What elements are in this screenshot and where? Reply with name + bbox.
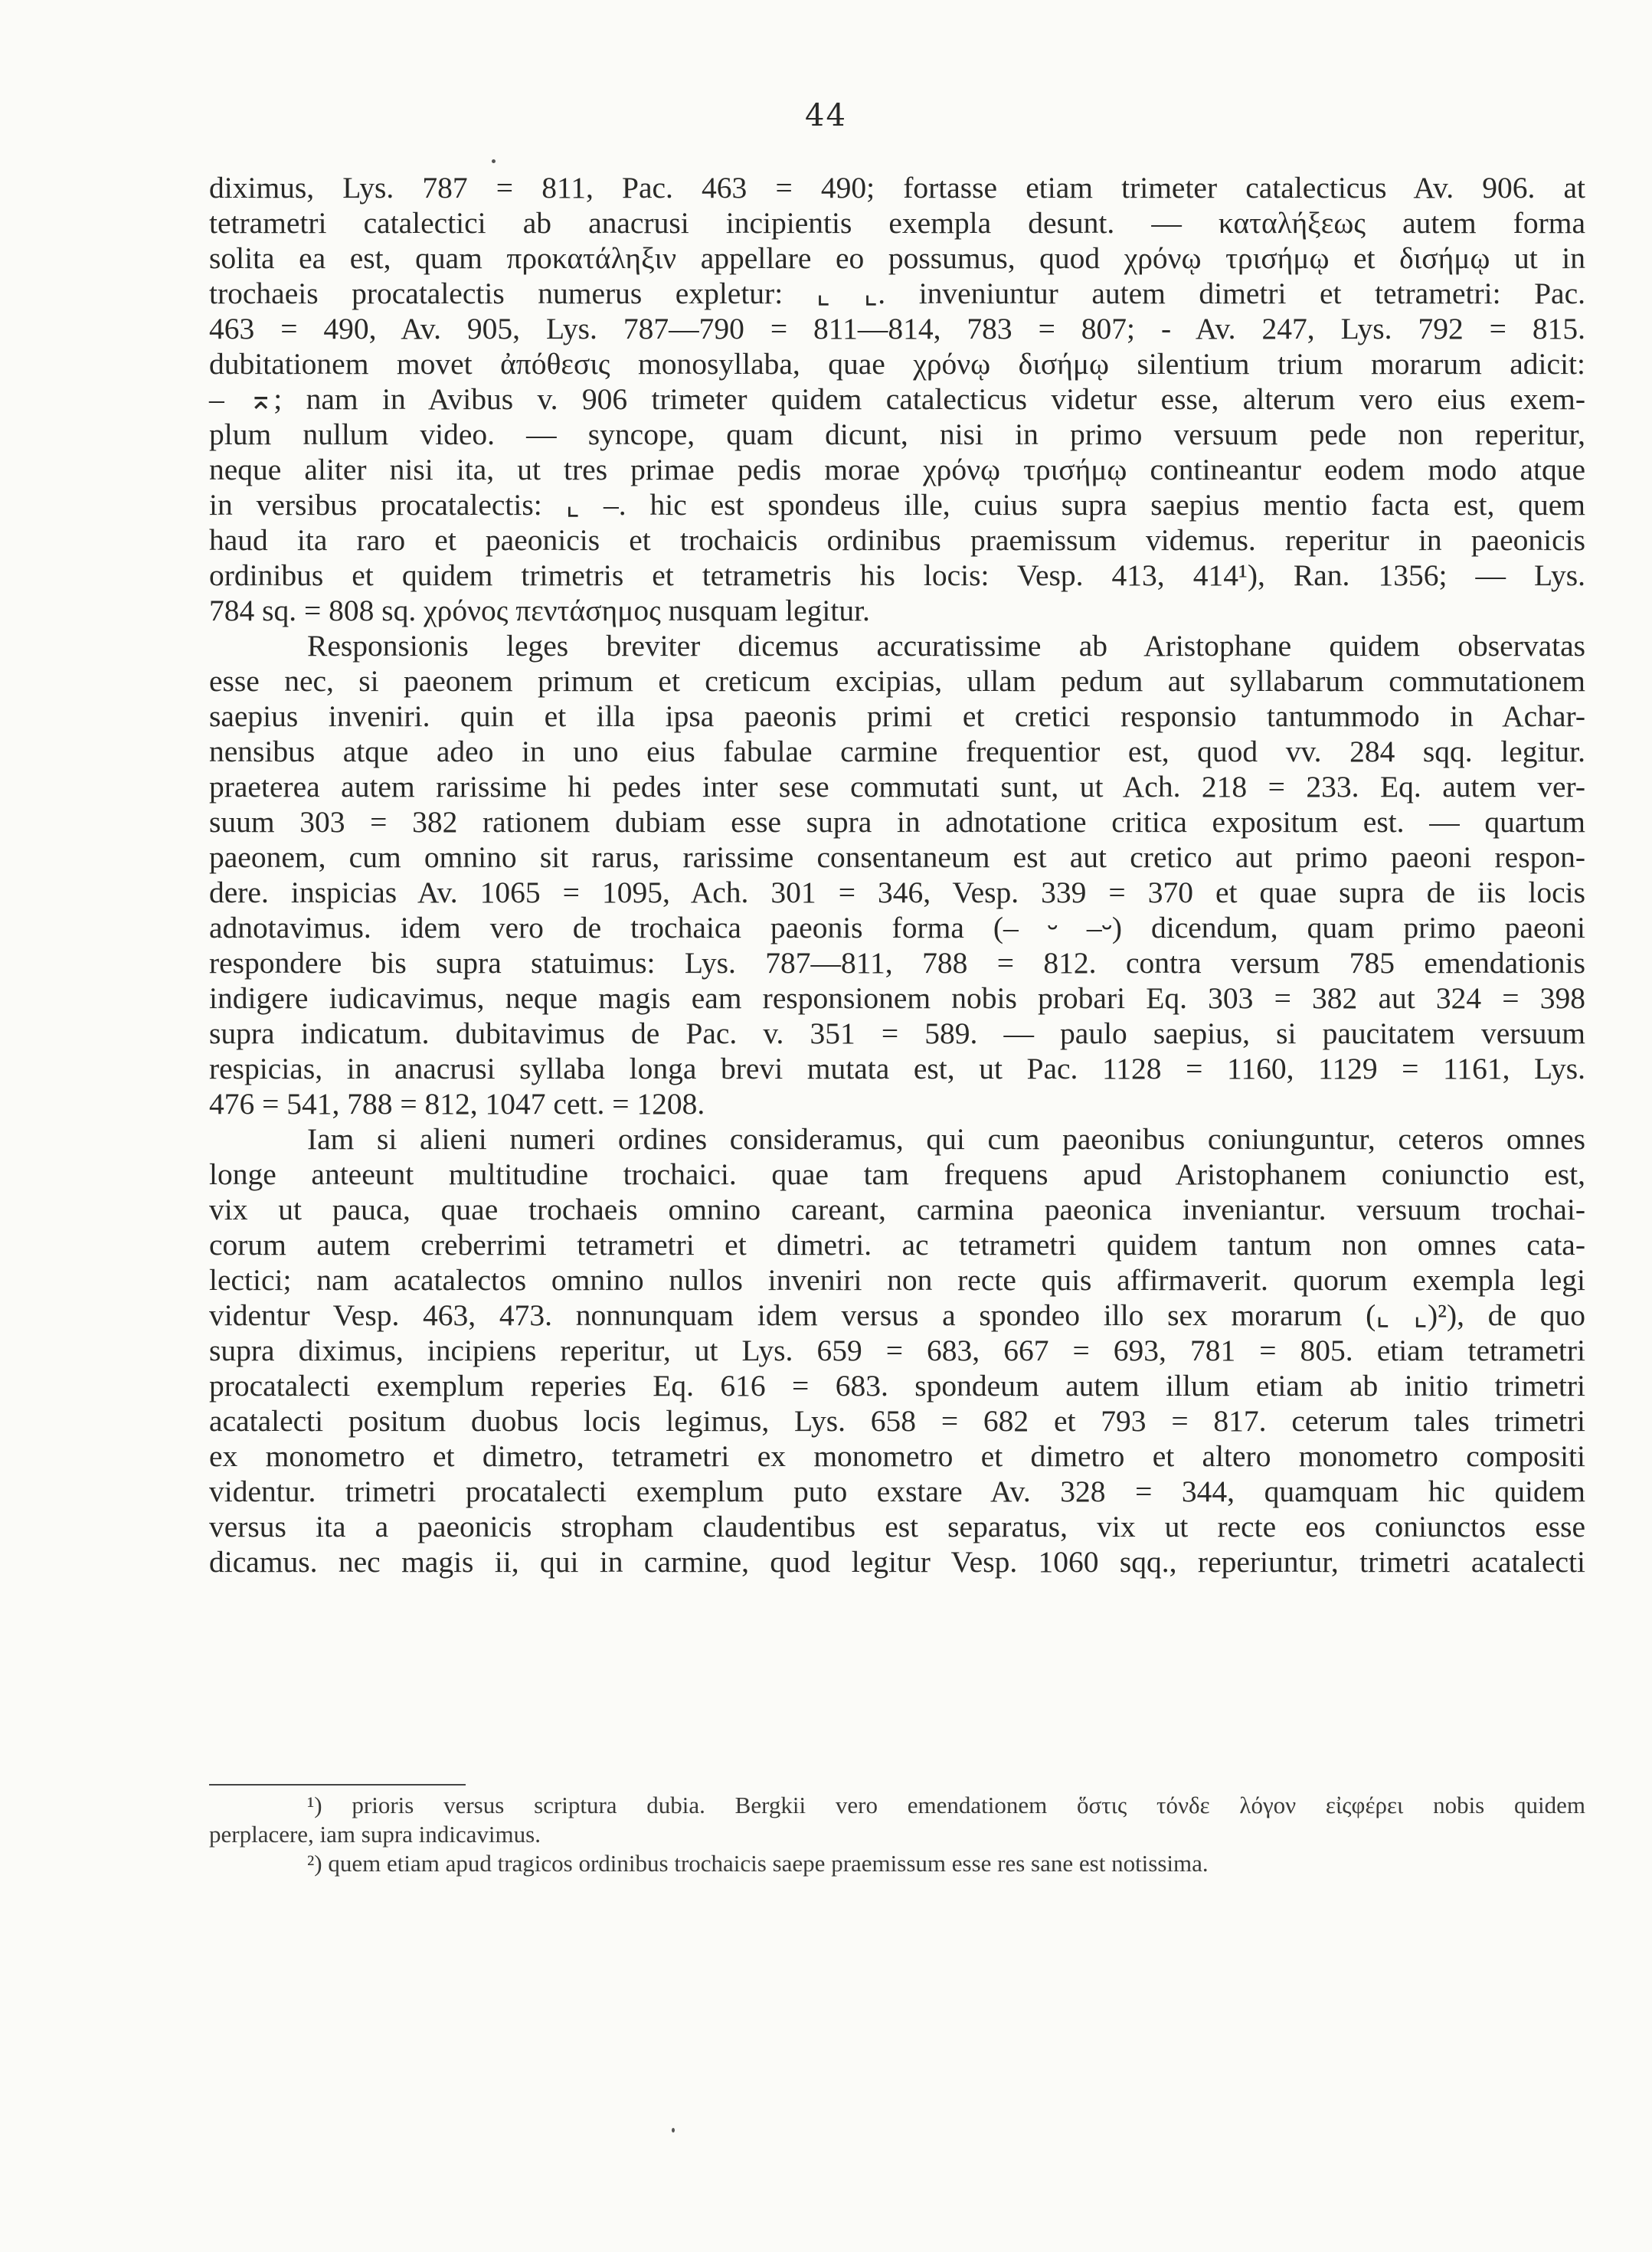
- text-line: trochaeis procatalectis numerus expletur: ⌞ ⌞. inveniuntur autem dimetri et tetrametri: Pac.: [209, 277, 1585, 310]
- footnote-line: ¹) prioris versus scriptura dubia. Bergkii vero emendationem ὅστις τόνδε λόγον εἰςφέρει nobis quidem: [307, 1792, 1585, 1818]
- text-line: diximus, Lys. 787 = 811, Pac. 463 = 490; fortasse etiam trimeter catalecticus Av. 906. at: [209, 171, 1585, 205]
- text-line: acatalecti positum duobus locis legimus, Lys. 658 = 682 et 793 = 817. ceterum tales trimetri: [209, 1404, 1585, 1438]
- text-line: supra diximus, incipiens reperitur, ut Lys. 659 = 683, 667 = 693, 781 = 805. etiam tetrametri: [209, 1334, 1585, 1367]
- text-line: ordinibus et quidem trimetris et tetrametris his locis: Vesp. 413, 414¹), Ran. 1356; — Lys.: [209, 558, 1585, 592]
- footnote-line: ²) quem etiam apud tragicos ordinibus trochaicis saepe praemissum esse res sane est notissima.: [307, 1850, 1209, 1877]
- text-line: 463 = 490, Av. 905, Lys. 787—790 = 811—814, 783 = 807; - Av. 247, Lys. 792 = 815.: [209, 312, 1585, 345]
- text-line: corum autem creberrimi tetrametri et dimetri. ac tetrametri quidem tantum non omnes cata-: [209, 1228, 1585, 1262]
- text-line: ex monometro et dimetro, tetrametri ex monometro et dimetro et altero monometro compositi: [209, 1439, 1585, 1473]
- text-line: nensibus atque adeo in uno eius fabulae carmine frequentior est, quod vv. 284 sqq. legitur.: [209, 735, 1585, 768]
- page-number: 44: [805, 98, 847, 133]
- paragraph-start-line: Iam si alieni numeri ordines consideramus, qui cum paeonibus coniunguntur, ceteros omnes: [307, 1122, 1585, 1156]
- text-line: dicamus. nec magis ii, qui in carmine, quod legitur Vesp. 1060 sqq., reperiuntur, trimetri acatalecti: [209, 1545, 1585, 1579]
- text-line: versus ita a paeonicis stropham claudentibus est separatus, vix ut recte eos coniunctos esse: [209, 1510, 1585, 1543]
- text-line: neque aliter nisi ita, ut tres primae pedis morae χρόνῳ τρισήμῳ contineantur eodem modo atque: [209, 453, 1585, 486]
- text-line: 784 sq. = 808 sq. χρόνος πεντάσημος nusquam legitur.: [209, 594, 870, 627]
- text-line: supra indicatum. dubitavimus de Pac. v. 351 = 589. — paulo saepius, si paucitatem versuum: [209, 1016, 1585, 1050]
- text-line: dere. inspicias Av. 1065 = 1095, Ach. 301 = 346, Vesp. 339 = 370 et quae supra de iis locis: [209, 876, 1585, 909]
- text-line: esse nec, si paeonem primum et creticum excipias, ullam pedum aut syllabarum commutationem: [209, 664, 1585, 698]
- body-text: [209, 170, 1585, 1615]
- footnotes: [209, 1791, 1585, 1878]
- text-line: videntur Vesp. 463, 473. nonnunquam idem versus a spondeo illo sex morarum (⌞ ⌞)²), de quo: [209, 1298, 1585, 1332]
- text-line: indigere iudicavimus, neque magis eam responsionem nobis probari Eq. 303 = 382 aut 324 = 398: [209, 981, 1585, 1015]
- footnote-divider: [209, 1784, 466, 1786]
- text-line: vix ut pauca, quae trochaeis omnino careant, carmina paeonica inveniantur. versuum trochai-: [209, 1193, 1585, 1226]
- text-line: haud ita raro et paeonicis et trochaicis ordinibus praemissum videmus. reperitur in paeonicis: [209, 523, 1585, 557]
- print-speck: [672, 2128, 675, 2133]
- text-line: procatalecti exemplum reperies Eq. 616 = 683. spondeum autem illum etiam ab initio trimetri: [209, 1369, 1585, 1403]
- text-line: [209, 1579, 1585, 1615]
- text-line: lectici; nam acatalectos omnino nullos inveniri non recte quis affirmaverit. quorum exempla legi: [209, 1263, 1585, 1297]
- text-line: plum nullum video. — syncope, quam dicunt, nisi in primo versuum pede non reperitur,: [209, 417, 1585, 451]
- text-line: longe anteeunt multitudine trochaici. quae tam frequens apud Aristophanem coniunctio est,: [209, 1157, 1585, 1191]
- text-line: saepius inveniri. quin et illa ipsa paeonis primi et cretici responsio tantummodo in Achar-: [209, 699, 1585, 733]
- text-line: praeterea autem rarissime hi pedes inter sese commutati sunt, ut Ach. 218 = 233. Eq. autem ver-: [209, 770, 1585, 804]
- text-line: tetrametri catalectici ab anacrusi incipientis exempla desunt. — καταλήξεως autem forma: [209, 206, 1585, 240]
- text-line: in versibus procatalectis: ⌞ –. hic est spondeus ille, cuius supra saepius mentio facta est, quem: [209, 488, 1585, 522]
- text-line: solita ea est, quam προκατάληξιν appellare eo possumus, quod χρόνῳ τρισήμῳ et δισήμῳ ut in: [209, 241, 1585, 275]
- footnote-line: perplacere, iam supra indicavimus.: [209, 1821, 541, 1848]
- text-line: 476 = 541, 788 = 812, 1047 cett. = 1208.: [209, 1087, 705, 1121]
- text-line: paeonem, cum omnino sit rarus, rarissime consentaneum est aut cretico aut primo paeoni respon-: [209, 840, 1585, 874]
- text-line: respondere bis supra statuimus: Lys. 787—811, 788 = 812. contra versum 785 emendationis: [209, 946, 1585, 980]
- paragraph-start-line: Responsionis leges breviter dicemus accuratissime ab Aristophane quidem observatas: [307, 629, 1585, 663]
- text-line: respicias, in anacrusi syllaba longa brevi mutata est, ut Pac. 1128 = 1160, 1129 = 1161, Lys.: [209, 1052, 1585, 1085]
- text-line: adnotavimus. idem vero de trochaica paeonis forma (– ⏑ –⏑) dicendum, quam primo paeoni: [209, 911, 1585, 944]
- print-speck: [492, 159, 496, 163]
- text-line: suum 303 = 382 rationem dubiam esse supra in adnotatione critica expositum est. — quartum: [209, 805, 1585, 839]
- text-line: videntur. trimetri procatalecti exemplum puto exstare Av. 328 = 344, quamquam hic quidem: [209, 1475, 1585, 1508]
- text-line: dubitationem movet ἀπόθεσις monosyllaba, quae χρόνῳ δισήμῳ silentium trium morarum adicit:: [209, 347, 1585, 381]
- text-line: – ⌅; nam in Avibus v. 906 trimeter quidem catalecticus videtur esse, alterum vero eius exem-: [209, 382, 1585, 416]
